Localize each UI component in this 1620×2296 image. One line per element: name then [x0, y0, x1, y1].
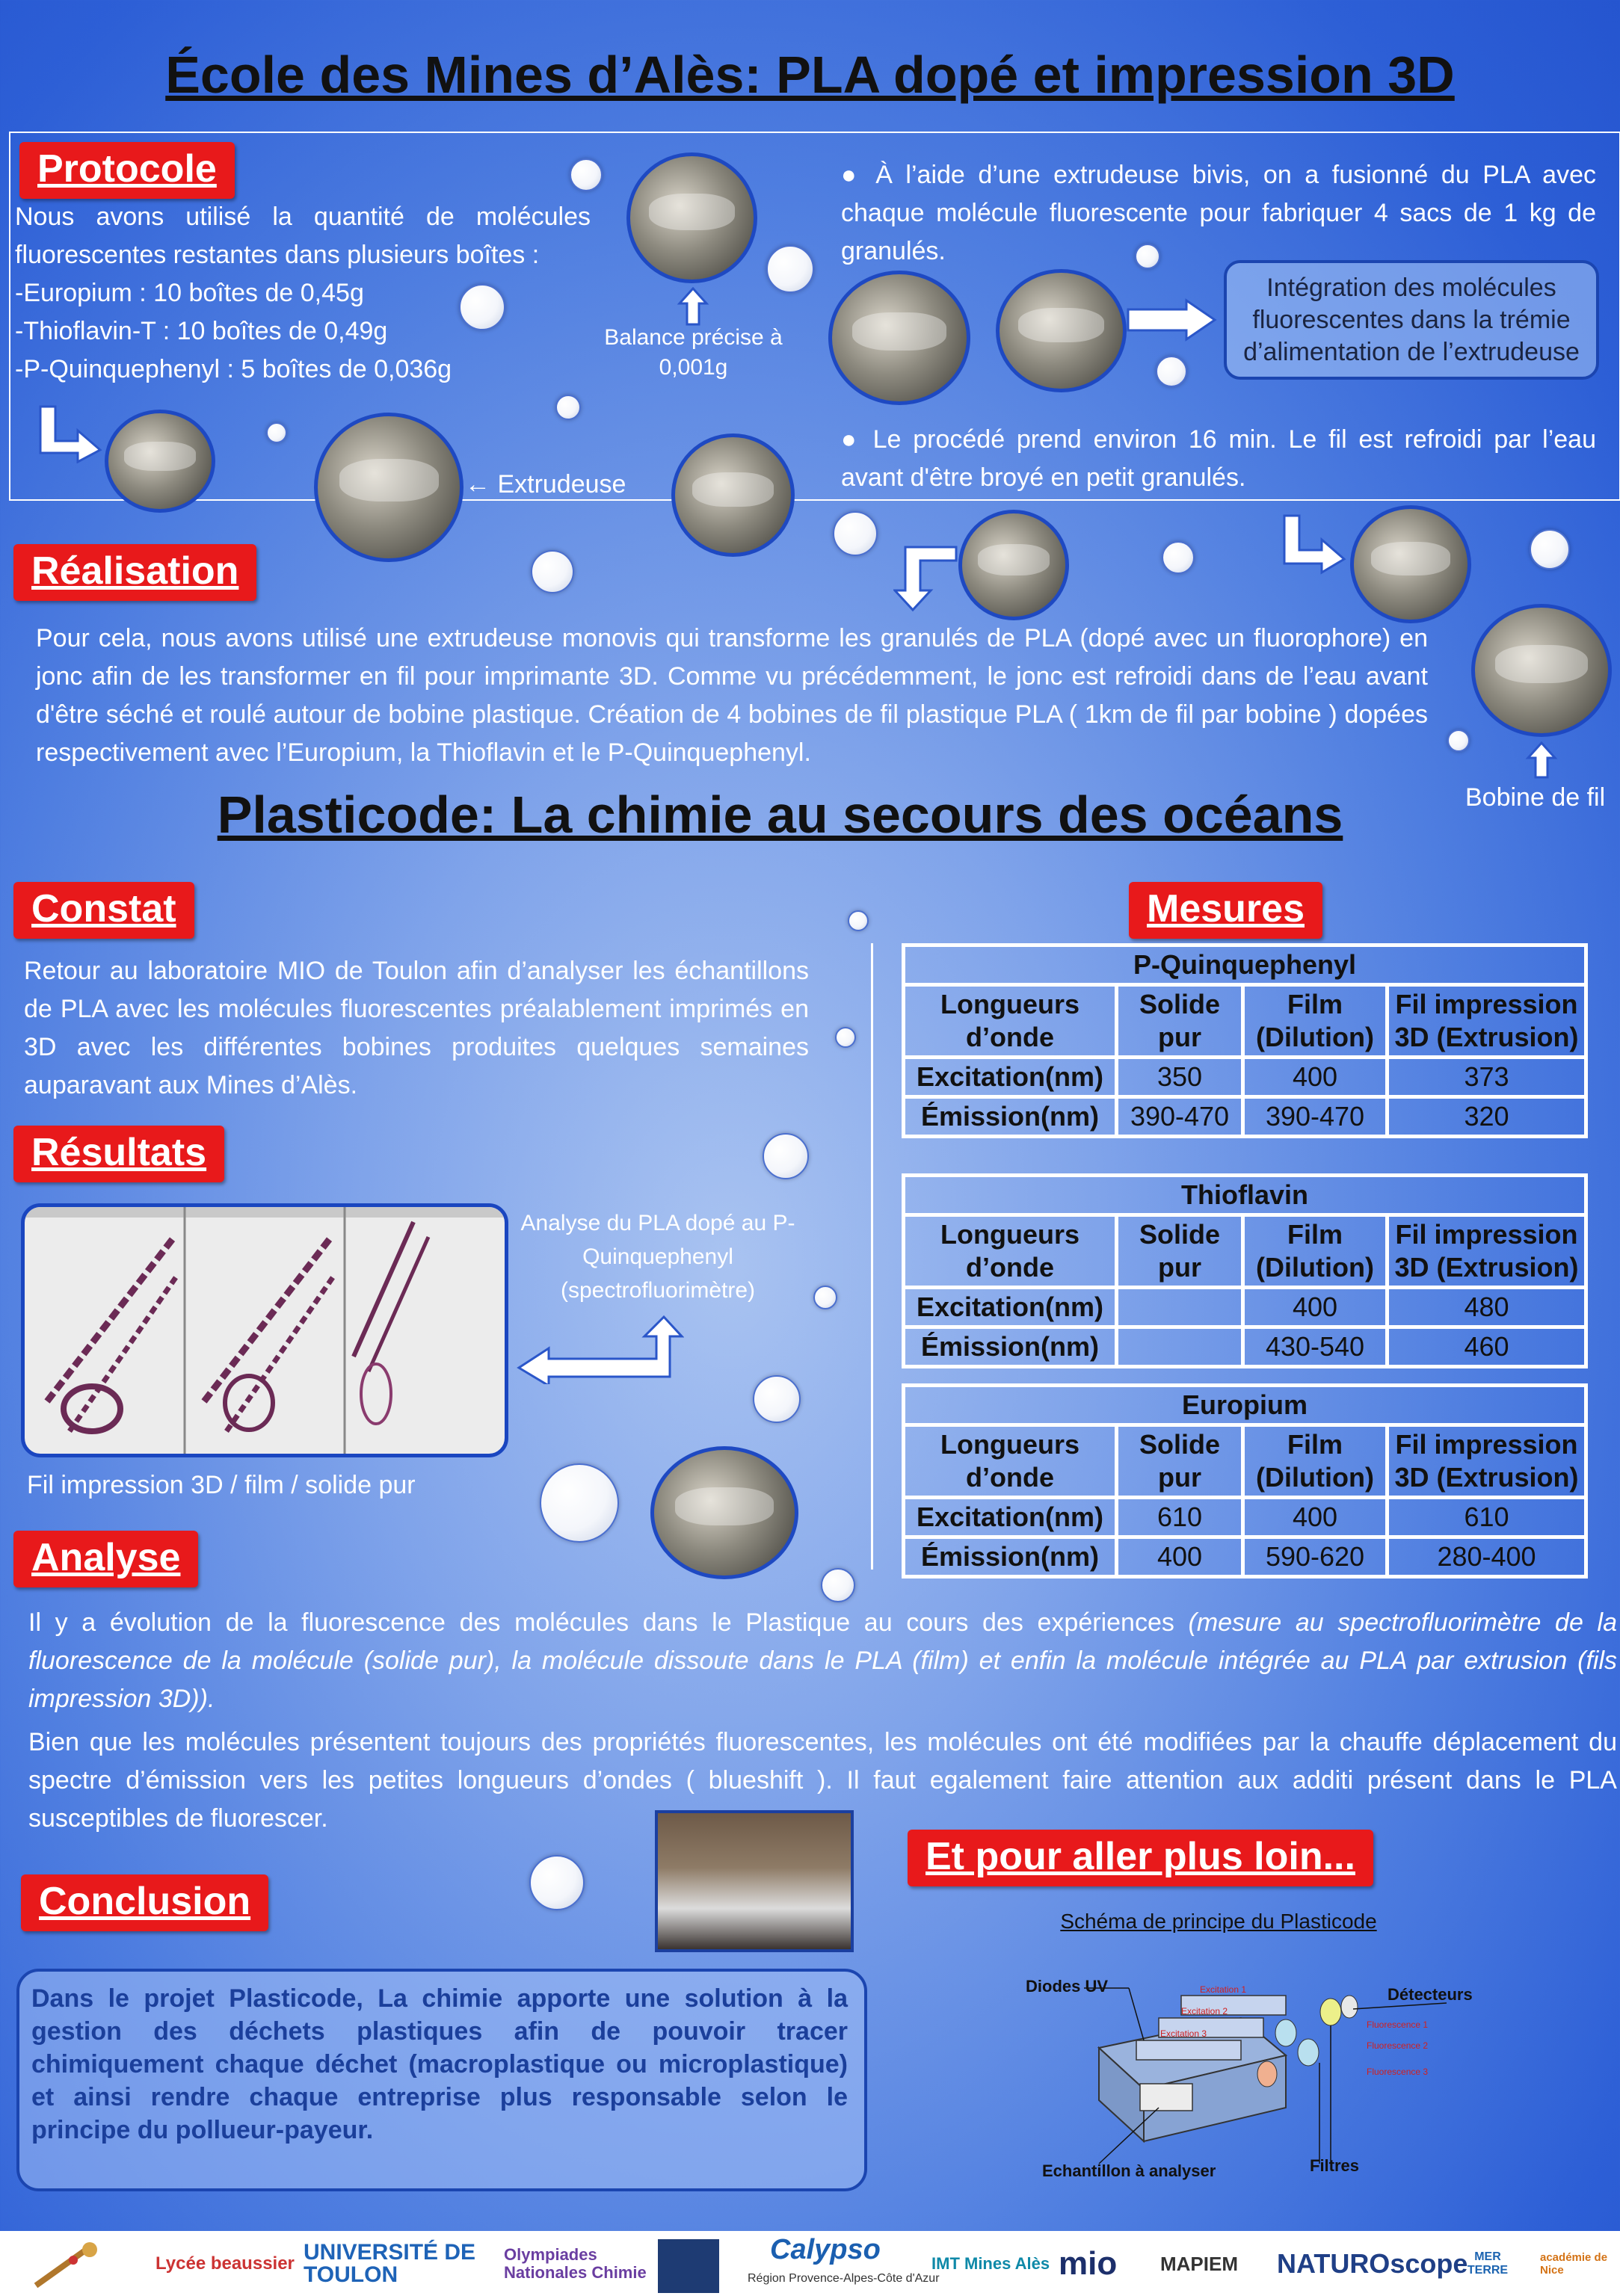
logo-academie-nice: académie de Nice: [1540, 2251, 1608, 2277]
label-fluorescence-2: Fluorescence 2: [1367, 2040, 1429, 2051]
l-arrow-icon-2: [1280, 513, 1347, 575]
label-fluorescence-1: Fluorescence 1: [1367, 2019, 1429, 2030]
col-header: Solide pur: [1117, 1425, 1243, 1498]
conclusion-text: Dans le projet Plasticode, La chimie apporte une solution à la gestion des déchets plastiques afin de pouvoir tracer chimiquement chaque déchet (macroplastique ou microplastique) et ainsi rendre chaque entreprise plus responsable selon le principe du pollueur-payeur.: [31, 1984, 848, 2144]
bubble: [555, 395, 581, 420]
bubble: [813, 1286, 837, 1309]
bubble: [835, 1027, 856, 1048]
protocole-heading: Protocole: [19, 142, 235, 199]
logo-imt-mines-ales: IMT Mines Alès: [931, 2254, 1050, 2273]
right-arrow-icon: [1125, 297, 1219, 342]
bubble: [529, 1855, 585, 1910]
bubble: [459, 284, 505, 330]
logo-region-paca: Région Provence-Alpes-Côte d'Azur: [748, 2272, 940, 2285]
col-header: Film (Dilution): [1243, 1425, 1388, 1498]
extrudeuse-photo: [314, 413, 463, 562]
section-title-plasticode: Plasticode: La chimie au secours des océans: [217, 786, 1343, 844]
col-header: Fil impression 3D (Extrusion): [1388, 985, 1586, 1058]
bobine-caption: Bobine de fil: [1465, 783, 1606, 812]
resultats-heading: Résultats: [13, 1126, 224, 1182]
analyse-italic: (mesure au spectrofluorimètre de la fluorescence de la molécule (solide pur), la molécule dissoute dans le PLA (film) et enfin la molécule intégrée au PLA par extrusion (fils impression 3D)).: [28, 1608, 1617, 1713]
schema-title: Schéma de principe du Plasticode: [1060, 1910, 1377, 1933]
logo-beaussier: Lycée beaussier: [155, 2253, 295, 2274]
row-label: Émission(nm): [904, 1327, 1117, 1367]
row-label: Émission(nm): [904, 1097, 1117, 1137]
logo-cordees: [658, 2239, 719, 2293]
constat-heading: Constat: [13, 882, 194, 939]
label-diodes: Diodes UV: [1026, 1977, 1109, 1996]
lab-photo: [650, 1446, 798, 1579]
balance-photo: [626, 152, 757, 283]
col-header: Solide pur: [1117, 985, 1243, 1058]
label-filtres: Filtres: [1310, 2156, 1360, 2175]
cell: 390-470: [1117, 1097, 1243, 1137]
bobine-photo: [1471, 604, 1612, 737]
analyse-heading: Analyse: [13, 1531, 198, 1587]
cell: 610: [1117, 1498, 1243, 1537]
cell: 430-540: [1243, 1327, 1388, 1367]
cell: 390-470: [1243, 1097, 1388, 1137]
bubble: [833, 511, 878, 556]
extrudeuse-caption: ← Extrudeuse: [465, 470, 626, 499]
conclusion-heading: Conclusion: [21, 1874, 268, 1931]
cell: 610: [1388, 1498, 1586, 1537]
poster-title: École des Mines d’Alès: PLA dopé et impression 3D: [165, 46, 1455, 104]
protocole-item-quinquephenyl: -P-Quinquephenyl : 5 boîtes de 0,036g: [15, 355, 452, 383]
logo-olympiades: Olympiades Nationales Chimie: [504, 2245, 647, 2282]
mesures-heading: Mesures: [1129, 882, 1322, 939]
col-header: Fil impression 3D (Extrusion): [1388, 1425, 1586, 1498]
cell: 590-620: [1243, 1537, 1388, 1577]
bubble: [763, 1133, 809, 1179]
bubble: [1156, 356, 1187, 387]
cell: 373: [1388, 1058, 1586, 1097]
cell: 320: [1388, 1097, 1586, 1137]
spectro-screenshot: [21, 1203, 508, 1457]
row-label: Émission(nm): [904, 1537, 1117, 1577]
cell: [1117, 1327, 1243, 1367]
realisation-heading: Réalisation: [13, 544, 256, 601]
bubble: [1162, 541, 1195, 574]
down-arrow-icon: [893, 544, 961, 613]
integration-box: Intégration des molécules fluorescentes dans la trémie d’alimentation de l’extrudeuse: [1224, 260, 1599, 380]
image-caption: Fil impression 3D / film / solide pur: [27, 1471, 416, 1499]
realisation-text: Pour cela, nous avons utilisé une extrudeuse monovis qui transforme les granulés de PLA (dopé avec un fluorophore) en jonc afin de les transformer en fil pour imprimante 3D. Comme vu précédemment, le jonc est refroidi dans de l’eau avant d'être séché et roulé autour de bobine plastique. Création de 4 bobines de fil plastique PLA ( 1km de fil par bobine ) dopées respectivement avec l’Europium, la Thioflavin et le P-Quinquephenyl.: [36, 624, 1428, 767]
monovis-photo: [958, 510, 1069, 620]
row-label: Excitation(nm): [904, 1058, 1117, 1097]
col-header: Longueurs d’onde: [904, 1215, 1117, 1288]
col-header: Longueurs d’onde: [904, 1425, 1117, 1498]
table-thioflavin: [902, 1173, 1588, 1368]
table-europium: [902, 1383, 1588, 1578]
protocole-item-thioflavin: -Thioflavin-T : 10 boîtes de 0,49g: [15, 317, 388, 345]
bubble: [540, 1463, 619, 1543]
constat-text: Retour au laboratoire MIO de Toulon afin d’analyser les échantillons de PLA avec les molécules fluorescentes préalablement imprimés en 3D avec les différentes bobines produites quelques semaines auparavant aux Mines d’Alès.: [24, 957, 809, 1099]
up-arrow-icon: [677, 287, 709, 326]
row-label: Excitation(nm): [904, 1498, 1117, 1537]
cell: 480: [1388, 1288, 1586, 1327]
balance-caption: Balance précise à 0,001g: [604, 325, 783, 380]
corner-arrow-icon: [516, 1314, 684, 1384]
cell: 400: [1243, 1058, 1388, 1097]
label-excitation-1: Excitation 1: [1200, 1984, 1247, 1995]
col-header: Longueurs d’onde: [904, 985, 1117, 1058]
cell: 460: [1388, 1327, 1586, 1367]
bubble: [821, 1568, 855, 1602]
analyse-text: Il y a évolution de la fluorescence des molécules dans le Plastique au cours des expériences: [28, 1608, 1189, 1637]
cell: [1117, 1288, 1243, 1327]
hopper-photo: [996, 269, 1127, 392]
table-title: P-Quinquephenyl: [904, 945, 1586, 985]
up-arrow-icon-2: [1525, 741, 1558, 779]
mixing-photo: [828, 271, 970, 405]
bubble: [570, 158, 603, 191]
plus-loin-heading: Et pour aller plus loin...: [908, 1830, 1373, 1886]
bubble: [1530, 529, 1570, 570]
protocole-bullet-1: ● À l’aide d’une extrudeuse bivis, on a fusionné du PLA avec chaque molécule fluorescente pour fabriquer 4 sacs de 1 kg de granulés.: [841, 161, 1596, 265]
granules-photo: [105, 410, 215, 513]
col-header: Solide pur: [1117, 1215, 1243, 1288]
bubble: [531, 550, 574, 593]
water-cooling-photo: [1350, 505, 1471, 623]
trophy-logo-icon: [28, 2241, 103, 2290]
label-echantillon: Echantillon à analyser: [1042, 2161, 1216, 2180]
bubble: [753, 1375, 801, 1423]
bubble: [1447, 729, 1470, 752]
protocole-intro: Nous avons utilisé la quantité de molécules fluorescentes restantes dans plusieurs boîtes :: [15, 203, 591, 269]
logo-calypso: Calypso: [770, 2233, 881, 2265]
logo-mapiem: MAPIEM: [1160, 2252, 1238, 2275]
col-header: Film (Dilution): [1243, 985, 1388, 1058]
row-label: Excitation(nm): [904, 1288, 1117, 1327]
protocole-bullet-2: ● Le procédé prend environ 16 min. Le fil est refroidi par l’eau avant d'être broyé en petit granulés.: [841, 425, 1596, 492]
logo-naturoscope: NATUROscope: [1277, 2248, 1468, 2279]
bubble: [766, 245, 814, 293]
analysis-caption: Analyse du PLA dopé au P-Quinquephenyl (spectrofluorimètre): [520, 1211, 795, 1303]
analyse-paragraph-2: Bien que les molécules présentent toujours des propriétés fluorescentes, les molécules ont été modifiées par la chauffe déplacement du spectre d’émission vers les petites longueurs d’ondes ( blueshift ). Il faut egalement faire attention aux additi présent dans le PLA susceptibles de fluorescer.: [28, 1728, 1617, 1833]
cell: 350: [1117, 1058, 1243, 1097]
logo-universite-toulon: UNIVERSITÉ DE TOULON: [304, 2240, 476, 2287]
team-photo: [655, 1810, 854, 1952]
label-detecteurs: Détecteurs: [1388, 1985, 1473, 2004]
bubble: [848, 910, 869, 931]
label-excitation-3: Excitation 3: [1160, 2028, 1207, 2039]
table-title: Thioflavin: [904, 1176, 1586, 1215]
analyse-paragraph-1: [28, 1604, 1617, 1718]
cell: 280-400: [1388, 1537, 1586, 1577]
logo-mio: mio: [1059, 2245, 1118, 2282]
logo-mer-terre: MER TERRE: [1467, 2250, 1509, 2277]
table-title: Europium: [904, 1386, 1586, 1425]
col-header: Fil impression 3D (Extrusion): [1388, 1215, 1586, 1288]
filament-photo: [671, 433, 795, 557]
cell: 400: [1243, 1498, 1388, 1537]
label-excitation-2: Excitation 2: [1181, 2006, 1228, 2016]
l-arrow-icon: [36, 404, 103, 463]
table-quinquephenyl: [902, 943, 1588, 1138]
column-divider: [871, 943, 873, 1570]
bubble: [266, 422, 287, 443]
protocole-item-europium: -Europium : 10 boîtes de 0,45g: [15, 279, 364, 307]
label-fluorescence-3: Fluorescence 3: [1367, 2067, 1429, 2077]
bubble: [1135, 244, 1160, 269]
col-header: Film (Dilution): [1243, 1215, 1388, 1288]
cell: 400: [1243, 1288, 1388, 1327]
cell: 400: [1117, 1537, 1243, 1577]
spectra-graphic: [25, 1207, 505, 1454]
